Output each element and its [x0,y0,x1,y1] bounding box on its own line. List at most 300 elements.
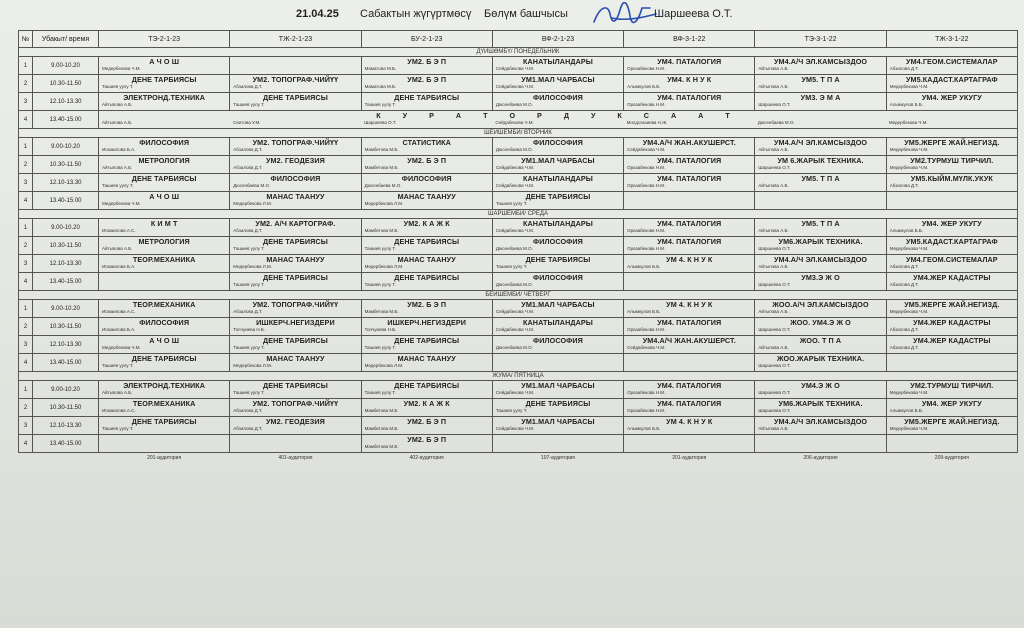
subject-name: А Ч О Ш [149,192,180,201]
subject-name: УМ2.ТУРМУШ ТИРЧИЛ. [910,156,994,165]
subject-name: ИШКЕРЧ.НЕГИЗДЕРИ [387,318,467,327]
subject-name: УМ4.А/Ч ЭЛ.КАМСЫЗДОО [773,255,868,264]
teacher-name: Оразабекова Н.М. [627,390,666,395]
teacher-name: Сейдабекова Ч.М. [495,183,535,188]
lesson-cell [755,138,886,156]
lesson-time: 12.10-13.30 [33,417,99,435]
table-row [19,417,1018,435]
lesson-cell [624,336,755,354]
lesson-cell [624,354,755,372]
teacher-name: Сейдабекова Ч.М. [495,120,534,125]
subject-name: ЖОО.ЖАРЫК ТЕХНИКА. [776,354,865,363]
table-row [19,138,1018,156]
teacher-name: Медербекова Л.М. [364,363,404,368]
lesson-cell [99,174,230,192]
subject-name: ЖОО. УМ4.Э Ж О [790,318,851,327]
subject-name: УМ4. ЖЕР УКУГУ [921,93,982,102]
subject-name: УМ 4. К Н У К [666,255,713,264]
subject-name: МЕТРОЛОГИЯ [138,156,190,165]
subject-name: УМ4.ЖЕР КАДАСТРЫ [913,318,991,327]
lesson-number: 1 [19,300,33,318]
room-label: 206-аудитория [803,455,838,461]
lesson-cell [624,219,755,237]
teacher-name: Дюсенбаева М.О. [757,120,795,125]
lesson-cell [886,354,1017,372]
subject-name: УМ 4. К Н У К [666,417,713,426]
subject-name: УМ2. К А Ж К [403,219,450,228]
subject-name: ДЕНЕ ТАРБИЯСЫ [263,273,328,282]
lesson-cell [886,192,1017,210]
lesson-time: 10.30-11.50 [33,75,99,93]
teacher-name: Шаршеева О.Т. [758,390,791,395]
lesson-cell [99,219,230,237]
teacher-name: Абзалова Д.Т. [233,408,263,413]
day-row [19,210,1018,219]
table-row [19,219,1018,237]
room-label: 401-аудитория [278,455,313,461]
lesson-cell [755,381,886,399]
subject-name: УМ1.МАЛ ЧАРБАСЫ [521,381,595,390]
lesson-cell [230,219,361,237]
teacher-name: Маматова М.Б. [364,84,397,89]
teacher-name: Абзалова Д.Т. [233,228,263,233]
header-row [19,31,1018,48]
lesson-cell [886,399,1017,417]
teacher-name: Медербекова Ч.М. [102,201,141,206]
lesson-cell [755,192,886,210]
teacher-name: Молдогазиева Н.Ж. [626,120,668,125]
teacher-name: Ташиев уулу Т. [233,102,265,107]
teacher-name: Дюсенбаева М.О. [233,183,271,188]
teacher-name: Шаршеева О.Т. [758,102,791,107]
document-header [0,4,1024,26]
lesson-number: 2 [19,318,33,336]
teacher-name: Шаршеева О.Т. [758,408,791,413]
subject-name: ЖОО. Т П А [799,336,842,345]
teacher-name: Шаршеева О.Т. [758,363,791,368]
lesson-time: 10.30-11.50 [33,399,99,417]
teacher-name: Айтыпова А.Б. [758,84,789,89]
lesson-cell [230,273,361,291]
lesson-cell [755,75,886,93]
lesson-cell [755,273,886,291]
subject-name: УМ4. ПАТАЛОГИЯ [657,318,722,327]
subject-name: ТЕОР.МЕХАНИКА [132,399,196,408]
subject-name: УМ5.ЖЕРГЕ ЖАЙ.НЕГИЗД. [904,138,1000,147]
teacher-name: Медербекова Ч.М. [888,120,928,125]
subject-name: УМ4.ГЕОМ.СИСТЕМАЛАР [906,255,998,264]
teacher-name: Медербекова Ч.М. [889,390,929,395]
teacher-name: Шаршеева О.Т. [758,327,791,332]
subject-name: УМ1.МАЛ ЧАРБАСЫ [521,300,595,309]
teacher-name: Медербекова Ч.М. [889,309,929,314]
lesson-cell [361,435,492,453]
column-header-group: ТЖ-3-1-22 [886,31,1017,48]
teacher-name: Дюсенбаева М.О. [495,147,533,152]
lesson-cell [361,57,492,75]
lesson-cell [230,93,361,111]
lesson-number: 1 [19,381,33,399]
teacher-name: Сейдабекова Ч.М. [495,228,535,233]
teacher-name: Медербекова Ч.М. [889,84,929,89]
teacher-name: Исмаилова Б.А. [102,147,136,152]
teacher-name: Алымкулов Б.Б. [627,309,661,314]
teacher-name: Медербекова Л.М. [364,264,404,269]
teacher-name: Оразабекова Н.М. [627,327,666,332]
lesson-cell [492,417,623,435]
teacher-name: Медербекова Л.М. [233,201,272,206]
lesson-cell [492,318,623,336]
teacher-name: Медербекова Ч.М. [889,165,929,170]
teacher-name: Алымкулов Б.Б. [889,228,924,233]
lesson-cell [624,174,755,192]
lesson-cell [361,237,492,255]
teacher-name: Медербекова Ч.М. [889,147,929,152]
teacher-name: Оразабекова Н.М. [627,102,666,107]
teacher-name: Айтыпова А.Б. [102,390,133,395]
subject-name: УМ5.КАДАСТ.КАРТАГРАФ [905,237,998,246]
lesson-cell [99,336,230,354]
lesson-cell [624,156,755,174]
lesson-cell [755,156,886,174]
teacher-name: Мамбетова М.Б. [364,165,399,170]
subject-name: УМ5.КЫЙМ.МҮЛК.УКУК [910,174,993,183]
teacher-name: Айтыпова А.Б. [758,228,789,233]
lesson-cell [755,435,886,453]
teacher-name: Айтыпова А.Б. [758,147,789,152]
teacher-name: Ташиев уулу Т. [364,102,396,107]
teacher-name: Ташиев уулу Т. [102,183,134,188]
teacher-name: Мамбетова М.Б. [364,309,399,314]
teacher-name: Исмаилова Б.А. [102,264,136,269]
lesson-number: 4 [19,354,33,372]
subject-name: ФИЛОСОФИЯ [139,318,190,327]
lesson-cell [624,93,755,111]
table-row [19,111,1018,129]
subject-name: УМ 6.ЖАРЫК ТЕХНИКА. [777,156,864,165]
lesson-cell [230,354,361,372]
lesson-time: 9.00-10.20 [33,300,99,318]
subject-name: УМ5.ЖЕРГЕ ЖАЙ.НЕГИЗД. [904,300,1000,309]
lesson-cell [492,192,623,210]
lesson-cell [624,138,755,156]
teacher-name: Исмаилова Б.А. [102,327,136,332]
lesson-cell [886,255,1017,273]
lesson-time: 13.40-15.00 [33,435,99,453]
teacher-name: Дюсенбаева М.О. [495,102,533,107]
lesson-cell [230,300,361,318]
teacher-name: Сейдабекова Ч.М. [495,426,535,431]
subject-name: УМ2. Б Э П [407,300,447,309]
subject-name: ЭЛЕКТРОНД.ТЕХНИКА [123,381,206,390]
lesson-cell [99,138,230,156]
lesson-time: 12.10-13.30 [33,93,99,111]
subject-name: КАНАТЫЛАНДАРЫ [523,318,593,327]
lesson-cell [230,318,361,336]
lesson-cell [492,75,623,93]
teacher-name: Абзалова Д.Т. [889,327,919,332]
lesson-time: 10.30-11.50 [33,318,99,336]
day-row [19,129,1018,138]
lesson-cell [99,399,230,417]
subject-name: УМ5. Т П А [801,174,840,183]
lesson-cell [99,435,230,453]
teacher-name: Алымкулов Б.Б. [627,84,661,89]
teacher-name: Айтыпова А.Б. [758,66,789,71]
subject-name: ДЕНЕ ТАРБИЯСЫ [525,255,591,264]
teacher-name: Алымкулов Б.Б. [627,426,661,431]
lesson-cell [230,57,361,75]
subject-name: МАНАС ТААНУУ [397,354,456,363]
lesson-cell [886,417,1017,435]
lesson-cell [624,300,755,318]
teacher-name: Исмаилова А.С. [102,408,136,413]
lesson-number: 3 [19,336,33,354]
subject-name: КАНАТЫЛАНДАРЫ [523,219,593,228]
subject-name: УМ1.МАЛ ЧАРБАСЫ [521,156,595,165]
lesson-time: 12.10-13.30 [33,174,99,192]
subject-name: ЭЛЕКТРОНД.ТЕХНИКА [123,93,206,102]
subject-name: УМ4.А/Ч ЖАН.АКУШЕРСТ. [642,336,736,345]
lesson-time: 13.40-15.00 [33,192,99,210]
teacher-name: Ташиев уулу Т. [495,264,528,269]
lesson-cell [99,300,230,318]
subject-name: МАНАС ТААНУУ [397,192,456,201]
teacher-name: Айтыпова А.Б. [102,120,133,125]
lesson-cell [492,93,623,111]
lesson-cell [361,219,492,237]
teacher-name: Оразабекова Н.М. [627,165,666,170]
subject-name: УМ2. ТОПОГРАФ.ЧИЙҮҮ [252,399,339,408]
teacher-name: Абзалова Д.Т. [233,426,263,431]
subject-name: ДЕНЕ ТАРБИЯСЫ [394,237,460,246]
subject-name: УМ4.А/Ч ЭЛ.КАМСЫЗДОО [773,417,868,426]
lesson-cell [492,354,623,372]
teacher-name: Сейдабекова Ч.М. [495,327,535,332]
subject-name: ФИЛОСОФИЯ [533,336,583,345]
subject-name: ДЕНЕ ТАРБИЯСЫ [394,381,460,390]
table-row [19,255,1018,273]
teacher-name: Оразабекова Н.М. [627,183,666,188]
lesson-cell [230,138,361,156]
table-row [19,57,1018,75]
subject-name: ТЕОР.МЕХАНИКА [132,300,196,309]
subject-name: УМ2. ТОПОГРАФ.ЧИЙҮҮ [252,300,339,309]
subject-name: УМ6.ЖАРЫК ТЕХНИКА. [778,237,863,246]
subject-name: УМ4.Э Ж О [801,381,840,390]
subject-name: ДЕНЕ ТАРБИЯСЫ [131,354,197,363]
subject-name: ДЕНЕ ТАРБИЯСЫ [263,381,328,390]
subject-name: УМ4. ПАТАЛОГИЯ [657,156,722,165]
lesson-cell [886,174,1017,192]
lesson-time: 13.40-15.00 [33,111,99,129]
subject-name: ТЕОР.МЕХАНИКА [132,255,196,264]
lesson-cell [99,273,230,291]
column-header-group: ТЭ-2-1-23 [99,31,230,48]
subject-name: УМ5. Т П А [801,219,840,228]
teacher-name: Шаршеева О.Т. [758,165,791,170]
subject-name: ДЕНЕ ТАРБИЯСЫ [394,93,460,102]
teacher-name: Оразабекова Н.М. [627,228,666,233]
subject-name: ДЕНЕ ТАРБИЯСЫ [263,336,328,345]
lesson-cell [361,156,492,174]
subject-name: УМ1.МАЛ ЧАРБАСЫ [521,75,595,84]
table-row [19,237,1018,255]
teacher-name: Маматова М.Б. [364,66,397,71]
lesson-cell [99,255,230,273]
lesson-time: 12.10-13.30 [33,255,99,273]
lesson-cell [230,174,361,192]
lesson-cell [755,300,886,318]
teacher-name: Исмаилова А.С. [102,309,136,314]
subject-name: КАНАТЫЛАНДАРЫ [523,57,593,66]
banner-text: К У Р А Т О Р Д У К С А А Т [376,111,740,120]
lesson-cell [624,435,755,453]
lesson-cell [492,399,623,417]
subject-name: МАНАС ТААНУУ [266,255,325,264]
teacher-name: Мамбетова М.Б. [364,228,399,233]
lesson-cell [230,75,361,93]
lesson-time: 9.00-10.20 [33,219,99,237]
teacher-name: Айтыпова А.Б. [758,345,789,350]
subject-name: МЕТРОЛОГИЯ [138,237,190,246]
teacher-name: Абзалова Д.Т. [889,66,919,71]
lesson-cell [492,300,623,318]
subject-name: ДЕНЕ ТАРБИЯСЫ [131,417,197,426]
subject-name: ФИЛОСОФИЯ [270,174,321,183]
teacher-name: Оразабекова Н.М. [627,246,666,251]
subject-name: УМ4.ГЕОМ.СИСТЕМАЛАР [906,57,998,66]
subject-name: ФИЛОСОФИЯ [533,237,583,246]
lesson-cell [361,174,492,192]
subject-name: УМ3. Э М А [800,93,841,102]
lesson-cell [624,417,755,435]
day-name: ЖУМА/ ПЯТНИЦА [19,372,1018,381]
teacher-name: Мамбетова М.Б. [364,147,399,152]
teacher-name: Медербекова Л.М. [233,264,272,269]
subject-name: УМ4. ПАТАЛОГИЯ [657,174,722,183]
lesson-number: 4 [19,273,33,291]
teacher-name: Сейдабекова Ч.М. [495,390,535,395]
lesson-cell [755,57,886,75]
lesson-cell [492,174,623,192]
day-row [19,291,1018,300]
teacher-name: Медербекова Ч.М. [102,66,141,71]
lesson-cell [361,273,492,291]
subject-name: УМ5. Т П А [801,75,840,84]
room-label: 107-аудитория [540,455,576,461]
lesson-cell [624,75,755,93]
subject-name: УМ4. ЖЕР УКУГУ [921,219,982,228]
lesson-cell [361,255,492,273]
lesson-cell [492,435,623,453]
lesson-time: 9.00-10.20 [33,57,99,75]
lesson-cell [361,381,492,399]
teacher-name: Медербекова Ч.М. [889,426,929,431]
subject-name: МАНАС ТААНУУ [266,192,325,201]
lesson-cell [230,435,361,453]
lesson-cell [886,75,1017,93]
teacher-name: Айтыпова А.Б. [758,264,789,269]
subject-name: УМ2.ТУРМУШ ТИРЧИЛ. [910,381,994,390]
teacher-name: Ташиев уулу Т. [495,201,528,206]
subject-name: ДЕНЕ ТАРБИЯСЫ [525,192,591,201]
teacher-name: Абзалова Д.Т. [233,165,263,170]
teacher-name: Айтыпова А.Б. [758,426,789,431]
column-header-group: ТЭ-3-1-22 [755,31,886,48]
subject-name: УМ4.А/Ч ЭЛ.КАМСЫЗДОО [773,138,868,147]
lesson-number: 3 [19,174,33,192]
teacher-name: Ташиев уулу Т. [233,390,265,395]
lesson-cell [624,318,755,336]
teacher-name: Медербекова Ч.М. [889,246,929,251]
subject-name: УМ6.ЖАРЫК ТЕХНИКА. [778,399,863,408]
teacher-name: Сейдабекова Ч.М. [495,84,535,89]
subject-name: УМ4.А/Ч ЖАН.АКУШЕРСТ. [642,138,736,147]
teacher-name: Абзалова Д.Т. [233,309,263,314]
lesson-cell [492,237,623,255]
lesson-cell [624,192,755,210]
teacher-name: Абзалова Д.Т. [889,282,919,287]
teacher-name: Абзалова Д.Т. [889,183,919,188]
teacher-name: Ташиев уулу Т. [233,282,265,287]
subject-name: УМ2. ТОПОГРАФ.ЧИЙҮҮ [252,138,339,147]
lesson-time: 9.00-10.20 [33,381,99,399]
lesson-cell [624,273,755,291]
day-row [19,48,1018,57]
subject-name: ДЕНЕ ТАРБИЯСЫ [525,399,591,408]
subject-name: ФИЛОСОФИЯ [401,174,452,183]
subject-name: УМ2. Б Э П [407,156,447,165]
lesson-number: 2 [19,237,33,255]
table-row [19,399,1018,417]
teacher-name: Топчуиева Н.Б. [233,327,266,332]
lesson-time: 13.40-15.00 [33,354,99,372]
teacher-name: Мамбетова М.Б. [364,408,399,413]
teacher-name: Айтыпова А.Б. [758,183,789,188]
teacher-name: Абзалова Д.Т. [889,345,919,350]
lesson-time: 10.30-11.50 [33,237,99,255]
lesson-cell [492,219,623,237]
subject-name: УМ2. ТОПОГРАФ.ЧИЙҮҮ [252,75,339,84]
subject-name: МАНАС ТААНУУ [266,354,325,363]
lesson-cell [361,93,492,111]
subject-name: УМ2. А/Ч КАРТОГРАФ. [255,219,336,228]
teacher-name: Ташиев уулу Т. [102,84,134,89]
lesson-cell [886,93,1017,111]
lesson-cell [886,336,1017,354]
subject-name: УМ3.Э Ж О [801,273,840,282]
table-row [19,336,1018,354]
subject-name: А Ч О Ш [149,336,180,345]
day-name: ДҮЙШӨМБҮ/ ПОНЕДЕЛЬНИК [19,48,1018,57]
day-row [19,372,1018,381]
teacher-name: Ташиев уулу Т. [364,390,396,395]
lesson-cell [99,75,230,93]
teacher-name: Мамбетова М.Б. [364,426,399,431]
lesson-cell [230,192,361,210]
signature-icon [590,2,660,28]
teacher-name: Ташиев уулу Т. [364,282,396,287]
subject-name: А Ч О Ш [149,57,180,66]
teacher-name: Медербекова Л.М. [364,201,404,206]
teacher-name: Алымкулов Б.Б. [627,264,661,269]
room-label: 201-аудитория [147,455,182,461]
lesson-cell [361,75,492,93]
subject-name: К И М Т [150,219,178,228]
lesson-cell [361,138,492,156]
lesson-cell [99,192,230,210]
